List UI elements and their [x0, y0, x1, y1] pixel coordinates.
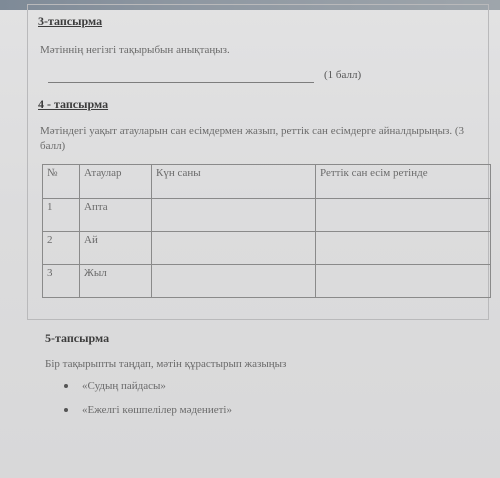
table-header-row: [43, 165, 491, 199]
task4-instruction: Мәтіндегі уақыт атауларын сан есімдермен жазып, реттік сан есімдерге айналдырыңыз. (3 балл): [40, 125, 465, 152]
row-days-cell[interactable]: [152, 232, 316, 265]
row-number: 1: [43, 199, 80, 232]
header-ordinal: Реттік сан есім ретінде: [316, 165, 491, 199]
row-name: Апта: [80, 199, 152, 232]
row-ordinal-cell[interactable]: [316, 265, 491, 298]
row-ordinal-cell[interactable]: [316, 232, 491, 265]
task3-answer-line[interactable]: [48, 82, 314, 83]
row-days-cell[interactable]: [152, 199, 316, 232]
task3-instruction: Мәтіннің негізгі тақырыбын анықтаңыз.: [40, 44, 230, 56]
row-number: 3: [43, 265, 80, 298]
header-names: Атаулар: [80, 165, 152, 199]
row-name: Жыл: [80, 265, 152, 298]
list-item: [64, 404, 232, 416]
option-label: «Ежелгі көшпелілер мәдениеті»: [82, 404, 232, 416]
task3-score: (1 балл): [324, 69, 362, 81]
table-row: [43, 265, 491, 298]
row-days-cell[interactable]: [152, 265, 316, 298]
row-ordinal-cell[interactable]: [316, 199, 491, 232]
row-name: Ай: [80, 232, 152, 265]
task4-title: 4 - тапсырма: [38, 97, 109, 111]
header-day-count: Күн саны: [152, 165, 316, 199]
task3-title: 3-тапсырма: [38, 14, 103, 28]
task5-instruction: Бір тақырыпты таңдап, мәтін құрастырып жазыңыз: [45, 358, 287, 370]
bullet-icon: [64, 408, 68, 412]
header-number: №: [43, 165, 80, 199]
bullet-icon: [64, 384, 68, 388]
row-number: 2: [43, 232, 80, 265]
task5-title: 5-тапсырма: [45, 331, 110, 345]
table-row: [43, 199, 491, 232]
task4-table: [42, 164, 491, 298]
list-item: [64, 380, 166, 392]
table-row: [43, 232, 491, 265]
option-label: «Судың пайдасы»: [82, 380, 166, 392]
